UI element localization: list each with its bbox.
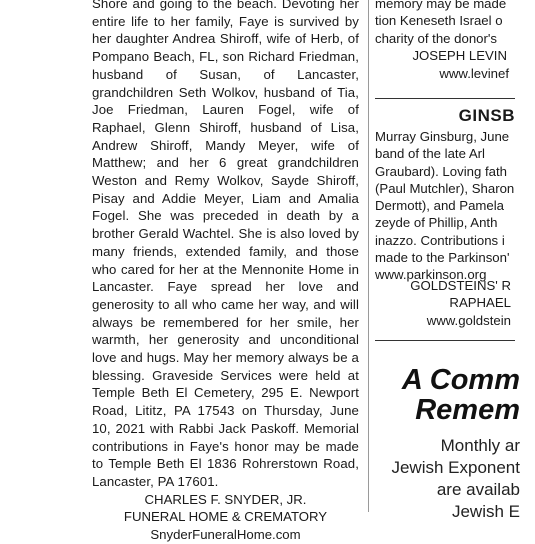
funeral-home-subtitle: RAPHAEL — [449, 295, 511, 311]
ad-body-line: Monthly ar — [440, 436, 520, 455]
obituary-line: Graubard). Loving fath — [375, 163, 507, 179]
ad-body-line: Jewish E — [451, 502, 520, 521]
section-divider — [375, 98, 515, 99]
advertisement-body — [380, 435, 520, 523]
ad-body-line: Jewish Exponent — [391, 458, 520, 477]
right-top-line: memory may be made — [375, 0, 507, 11]
ginsburg-obituary-text — [375, 128, 514, 284]
obituary-line: band of the late Arl — [375, 146, 485, 162]
funeral-home-subtitle: FUNERAL HOME & CREMATORY — [123, 509, 328, 525]
goldstein-signature — [375, 277, 515, 329]
obituary-column-right-top — [375, 0, 535, 82]
right-top-signature: JOSEPH LEVIN — [412, 48, 507, 64]
ad-heading-line: A Comm — [401, 364, 520, 396]
section-divider — [375, 340, 515, 341]
funeral-home-website: www.goldstein — [426, 312, 511, 328]
column-divider — [368, 0, 369, 512]
obituary-line: www.parkinson.org — [375, 267, 487, 283]
advertisement-heading — [380, 365, 520, 425]
obituary-line: zeyde of Phillip, Anth — [375, 215, 498, 231]
right-top-line: tion Keneseth Israel o — [375, 13, 503, 29]
ad-heading-line: Remem — [415, 394, 520, 426]
right-top-line: charity of the donor's — [375, 30, 498, 46]
funeral-home-name: GOLDSTEINS' R — [410, 278, 511, 293]
right-top-website: www.levinef — [439, 65, 509, 81]
obituary-line: Murray Ginsburg, June — [375, 129, 510, 144]
obituary-line: Dermott), and Pamela — [375, 198, 504, 214]
obituary-line: inazzo. Contributions i — [375, 232, 505, 248]
obituary-column-left — [92, 0, 359, 544]
obituary-line: made to the Parkinson' — [375, 250, 510, 266]
ad-body-line: are availab — [436, 480, 520, 499]
funeral-home-name: CHARLES F. SNYDER, JR. — [144, 491, 307, 507]
obituary-line: (Paul Mutchler), Sharon — [375, 180, 515, 196]
funeral-home-website: SnyderFuneralHome.com — [150, 527, 301, 543]
obituary-heading: GINSB — [458, 106, 515, 125]
obituary-paragraph: Shore and going to the beach. Devoting her entire life to her family, Faye is survived by her daughter Andrea Shiroff, wife of Herb, of Pompano Beach, FL, son Richard Friedman, husband of Susan, of Lancaster, grandchildren Seth Wolkov, husband of Tia, Joe Friedman, Lauren Fogel, wife of Raphael, Glenn Shiroff, husband of Lisa, Andrew Shiroff, Mandy Meyer, wife of Matthew; and her 6 great grandchildren Weston and Remy Wolkov, Sayde Shiroff, Pisay and Addie Meyer, Liam and Amalia Fogel. She was preceded in death by a brother Gerald Wachtel. She is also loved by many friends, extended family, and those who cared for her at the Mennonite Home in Lancaster. Faye spread her love and generosity to all who came her way, and will always be remembered for her smile, her warmth, her generosity and unconditional love and hugs. May her memory always be a blessing. Graveside Services were held at Temple Beth El Cemetery, 295 E. Newport Road, Lititz, PA 17543 on Thursday, June 10, 2021 with Rabbi Jack Paskoff. Memorial contributions in Faye's honor may be made to Temple Beth El 1836 Rohrerstown Road, Lancaster, PA 17601. — [92, 0, 359, 489]
